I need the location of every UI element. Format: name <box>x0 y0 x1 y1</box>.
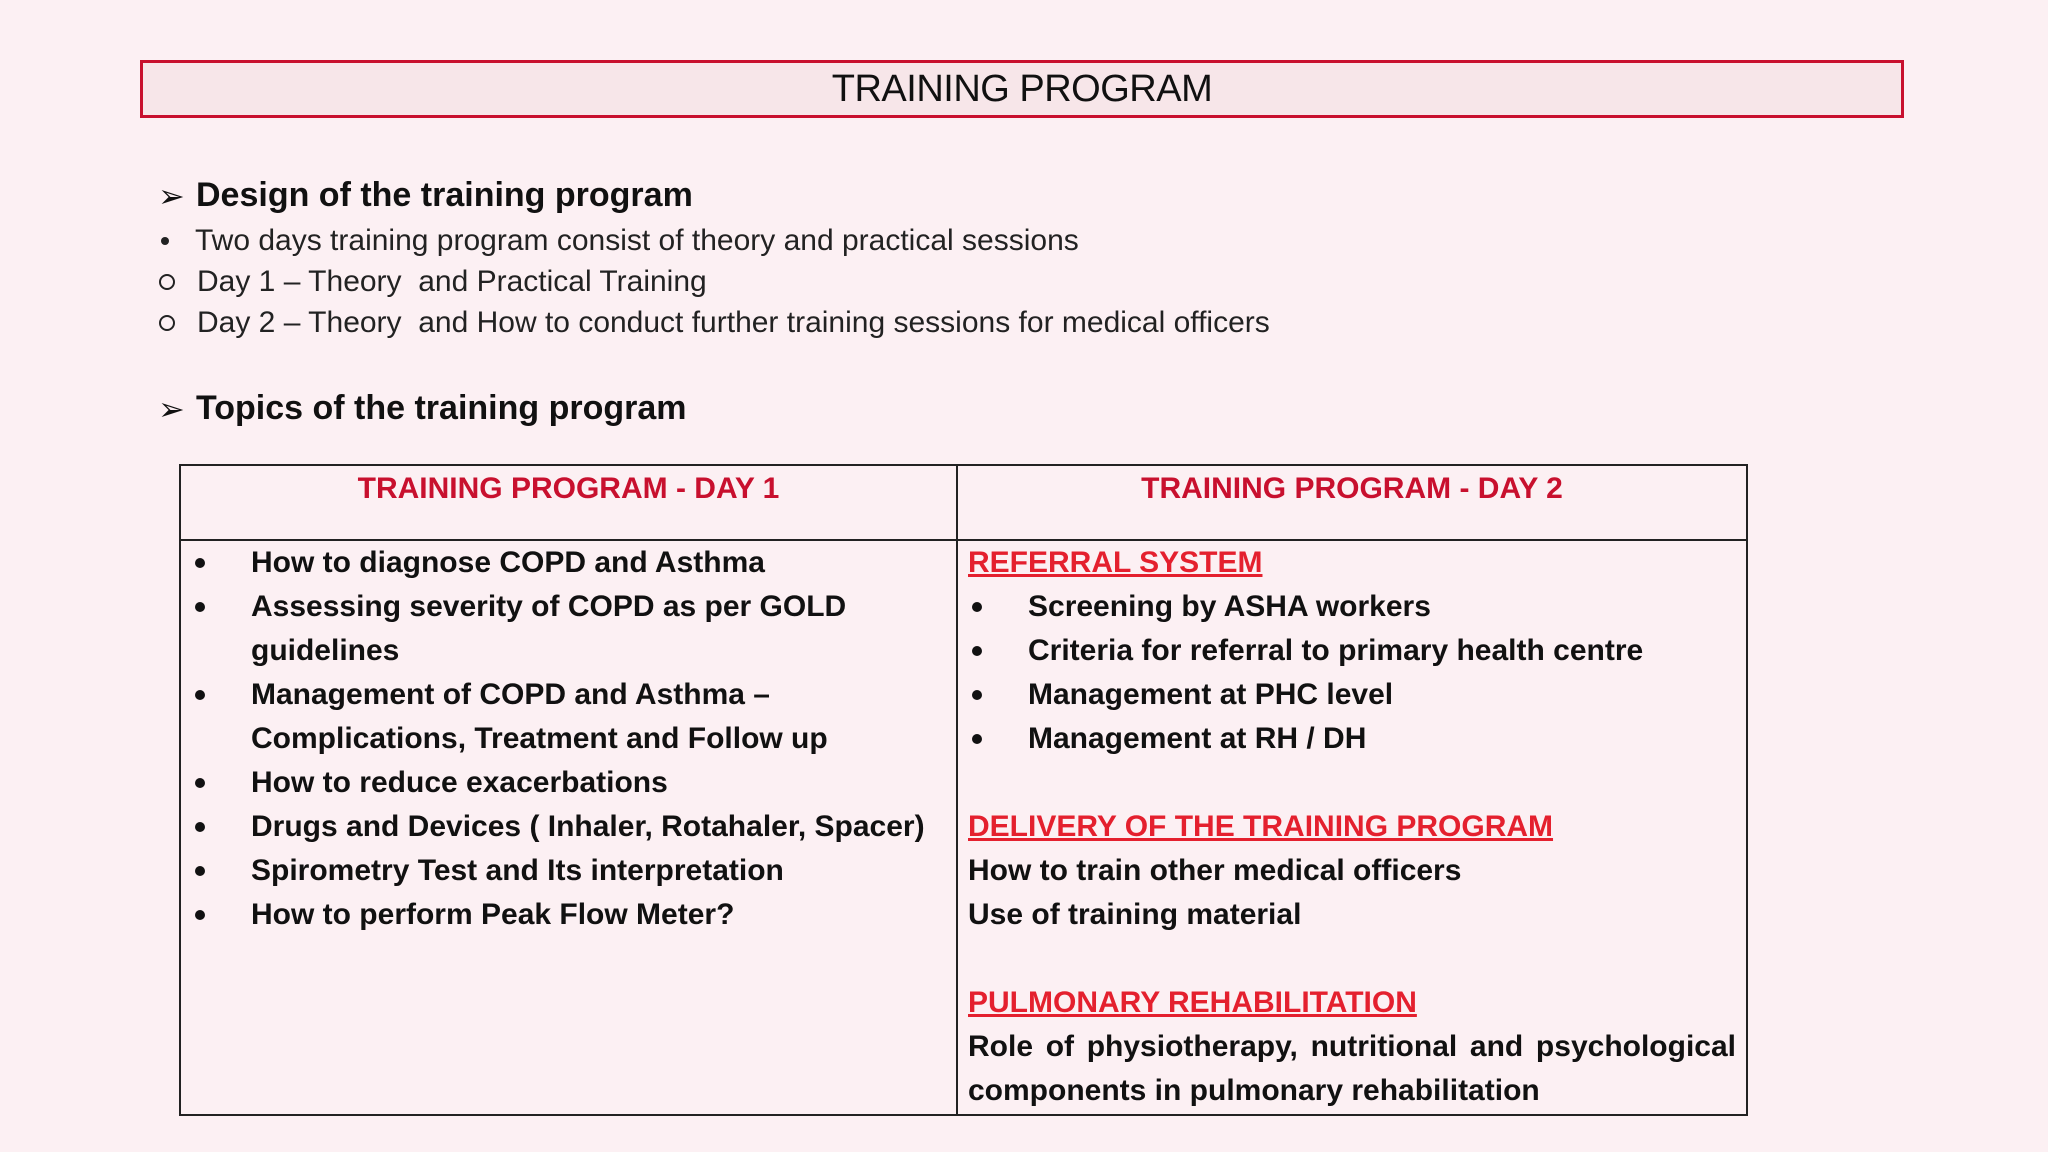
day1-item-text: How to diagnose COPD and Asthma <box>251 546 765 579</box>
bullet-dot-icon <box>195 910 205 920</box>
design-item <box>155 302 1270 343</box>
day1-item <box>191 585 946 673</box>
referral-item <box>968 585 1736 629</box>
referral-heading: REFERRAL SYSTEM <box>968 546 1263 579</box>
day2-cell <box>957 540 1747 1115</box>
topics-heading <box>158 389 687 428</box>
bullet-dot-icon <box>972 602 982 612</box>
day1-item-text: Spirometry Test and Its interpretation <box>251 854 784 887</box>
day1-item <box>191 673 946 761</box>
design-item <box>155 220 1270 261</box>
day2-header: TRAINING PROGRAM - DAY 2 <box>957 465 1747 540</box>
design-item-text: Day 1 – Theory and Practical Training <box>197 265 707 298</box>
design-item-text: Two days training program consist of theory and practical sessions <box>195 224 1079 257</box>
design-item <box>155 261 1270 302</box>
delivery-heading: DELIVERY OF THE TRAINING PROGRAM <box>968 810 1554 843</box>
day1-item-text: Assessing severity of COPD as per GOLD guidelines <box>251 590 847 667</box>
circle-bullet-icon <box>159 274 175 290</box>
referral-item <box>968 673 1736 717</box>
circle-bullet-icon <box>159 315 175 331</box>
design-heading <box>158 176 693 215</box>
referral-item-text: Management at RH / DH <box>1028 722 1367 755</box>
bullet-dot-icon <box>972 646 982 656</box>
referral-item <box>968 717 1736 761</box>
referral-item <box>968 629 1736 673</box>
day1-item-text: How to perform Peak Flow Meter? <box>251 898 735 931</box>
bullet-dot-icon <box>972 690 982 700</box>
day1-item-text: How to reduce exacerbations <box>251 766 668 799</box>
referral-item-text: Management at PHC level <box>1028 678 1394 711</box>
delivery-line: How to train other medical officers <box>968 854 1462 887</box>
referral-list <box>968 585 1736 761</box>
bullet-dot-icon <box>161 237 169 245</box>
arrow-bullet-icon: ➢ <box>158 177 185 214</box>
delivery-line: Use of training material <box>968 898 1302 931</box>
referral-item-text: Screening by ASHA workers <box>1028 590 1431 623</box>
design-item-text: Day 2 – Theory and How to conduct further training sessions for medical officers <box>197 306 1270 339</box>
spacer <box>968 761 1736 805</box>
design-list <box>155 220 1270 343</box>
referral-item-text: Criteria for referral to primary health centre <box>1028 634 1644 667</box>
day1-header: TRAINING PROGRAM - DAY 1 <box>180 465 957 540</box>
day1-cell <box>180 540 957 1115</box>
bullet-dot-icon <box>195 778 205 788</box>
bullet-dot-icon <box>195 558 205 568</box>
day1-item <box>191 849 946 893</box>
rehab-text: Role of physiotherapy, nutritional and psychological components in pulmonary rehabilitation <box>968 1030 1736 1107</box>
day1-list <box>191 541 946 937</box>
bullet-dot-icon <box>972 734 982 744</box>
day1-item <box>191 541 946 585</box>
day1-item-text: Management of COPD and Asthma – Complications, Treatment and Follow up <box>251 678 828 755</box>
day1-item <box>191 761 946 805</box>
day1-item <box>191 805 946 849</box>
topics-heading-text: Topics of the training program <box>196 389 687 427</box>
bullet-dot-icon <box>195 690 205 700</box>
design-heading-text: Design of the training program <box>196 176 693 214</box>
bullet-dot-icon <box>195 866 205 876</box>
topics-table <box>179 464 1748 1116</box>
bullet-dot-icon <box>195 602 205 612</box>
day1-item <box>191 893 946 937</box>
rehab-heading: PULMONARY REHABILITATION <box>968 986 1417 1019</box>
bullet-dot-icon <box>195 822 205 832</box>
arrow-bullet-icon: ➢ <box>158 390 185 427</box>
spacer <box>968 937 1736 981</box>
day1-item-text: Drugs and Devices ( Inhaler, Rotahaler, Spacer) <box>251 810 925 843</box>
slide-title: TRAINING PROGRAM <box>140 60 1904 118</box>
